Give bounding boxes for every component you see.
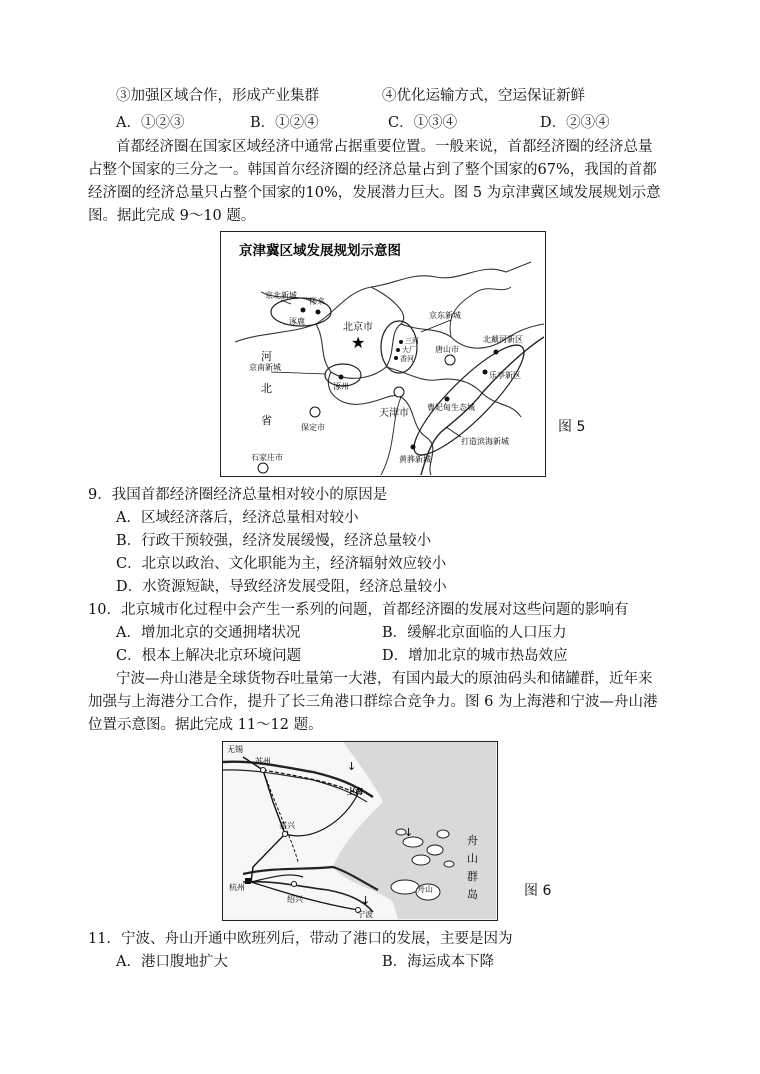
option-3: ③加强区域合作，形成产业集群: [116, 88, 319, 104]
q9-option-c: C．北京以政治、文化职能为主，经济辐射效应较小: [116, 556, 447, 572]
passage1-line-3: 经济圈的经济总量只占整个国家的10%，发展潜力巨大。图 5 为京津冀区域发展规划示意: [88, 185, 661, 201]
passage2-line-1: 宁波—舟山港是全球货物吞吐量第一大港，有国内最大的原油码头和储罐群，近年来: [116, 671, 653, 687]
label-shanghai: 上海: [347, 787, 363, 796]
q10-option-c: C．根本上解决北京环境问题: [116, 648, 302, 664]
label-beijing: 北京市: [343, 322, 373, 333]
answer-a: A．①②③: [116, 115, 185, 131]
label-he: 河: [261, 350, 272, 363]
label-jingdong: 京东新城: [429, 311, 461, 320]
q11-option-b: B．海运成本下降: [382, 954, 495, 970]
ningbo-port-arrow-icon: ↓: [361, 894, 371, 907]
beijing-star-icon: ★: [351, 333, 366, 352]
label-hangzhou: 杭州: [229, 883, 245, 892]
label-leting: 乐亭新区: [489, 371, 521, 380]
figure-6-svg: [223, 742, 496, 919]
q11-stem: 11．宁波、舟山开通中欧班列后，带动了港口的发展，主要是因为: [88, 931, 513, 947]
figure-6-map: [222, 741, 498, 921]
label-zhoushan-port: 舟山: [417, 885, 433, 894]
label-shaoxing: 绍兴: [287, 895, 303, 904]
label-island-4: 岛: [467, 888, 478, 901]
label-jingbei: 京北新城: [265, 291, 297, 300]
label-wuxi: 无锡: [227, 745, 243, 754]
fig5-title: 京津冀区域发展规划示意图: [239, 243, 401, 259]
label-caofeidian: 曹妃甸生态城: [427, 403, 475, 412]
figure-6-label: 图 6: [524, 883, 552, 899]
label-tianjin: 天津市: [379, 408, 409, 419]
answer-c: C．①③④: [388, 115, 458, 131]
label-huailai: 怀来: [309, 297, 325, 306]
q9-option-d: D．水资源短缺，导致经济发展受阻，经济总量较小: [116, 579, 447, 595]
option-4: ④优化运输方式，空运保证新鲜: [382, 88, 585, 104]
q10-option-a: A．增加北京的交通拥堵状况: [116, 625, 301, 641]
passage1-line-4: 图。据此完成 9～10 题。: [88, 208, 256, 224]
label-shijiazhuang: 石家庄市: [251, 453, 283, 462]
label-ningbo: 宁波: [357, 910, 373, 919]
q10-stem: 10．北京城市化过程中会产生一系列的问题，首都经济圈的发展对这些问题的影响有: [88, 602, 629, 618]
label-baoding: 保定市: [301, 423, 325, 432]
label-jingnan: 京南新城: [249, 363, 281, 372]
zhoushan-port-arrow-icon: ↓: [404, 826, 414, 839]
q9-option-b: B．行政干预较强，经济发展缓慢，经济总量较小: [116, 533, 432, 549]
passage2-line-3: 位置示意图。据此完成 11～12 题。: [88, 717, 323, 733]
q10-option-d: D．增加北京的城市热岛效应: [382, 648, 568, 664]
label-xianghe: 香河: [400, 355, 414, 363]
label-tangshan: 唐山市: [435, 345, 459, 354]
label-dachang: 大厂: [402, 346, 416, 354]
q10-option-b: B．缓解北京面临的人口压力: [382, 625, 567, 641]
label-island-2: 山: [467, 852, 478, 865]
figure-5-label: 图 5: [558, 419, 586, 435]
label-huanghua: 黄骅新城: [399, 455, 431, 464]
q9-option-a: A．区域经济落后，经济总量相对较小: [116, 510, 359, 526]
answer-b: B．①②④: [250, 115, 319, 131]
label-bei: 北: [261, 382, 272, 395]
label-jiaxing: 嘉兴: [279, 821, 295, 830]
shanghai-port-arrow-icon: ↓: [347, 760, 357, 773]
label-zhuolu: 涿鹿: [289, 317, 305, 326]
label-island-3: 群: [467, 870, 478, 883]
label-zhuozhou: 涿州: [333, 382, 349, 391]
answer-d: D．②③④: [540, 115, 610, 131]
figure-5-svg: [221, 232, 544, 475]
q11-option-a: A．港口腹地扩大: [116, 954, 228, 970]
label-sheng: 省: [261, 414, 272, 427]
passage1-line-2: 占整个国家的三分之一。韩国首尔经济圈的经济总量占到了整个国家的67%，我国的首都: [88, 162, 657, 178]
label-beidaihe: 北戴河新区: [483, 335, 523, 344]
passage1-line-1: 首都经济圈在国家区域经济中通常占据重要位置。一般来说，首都经济圈的经济总量: [116, 139, 653, 155]
passage2-line-2: 加强与上海港分工合作，提升了长三角港口群综合竞争力。图 6 为上海港和宁波—舟山港: [88, 694, 658, 710]
label-island-1: 舟: [467, 834, 478, 847]
label-suzhou: 苏州: [255, 757, 271, 766]
label-binhai: 打造滨海新城: [461, 437, 509, 446]
label-sanhe: 三河: [405, 337, 419, 345]
figure-5-map: [220, 231, 546, 477]
q9-stem: 9．我国首都经济圈经济总量相对较小的原因是: [88, 487, 388, 503]
